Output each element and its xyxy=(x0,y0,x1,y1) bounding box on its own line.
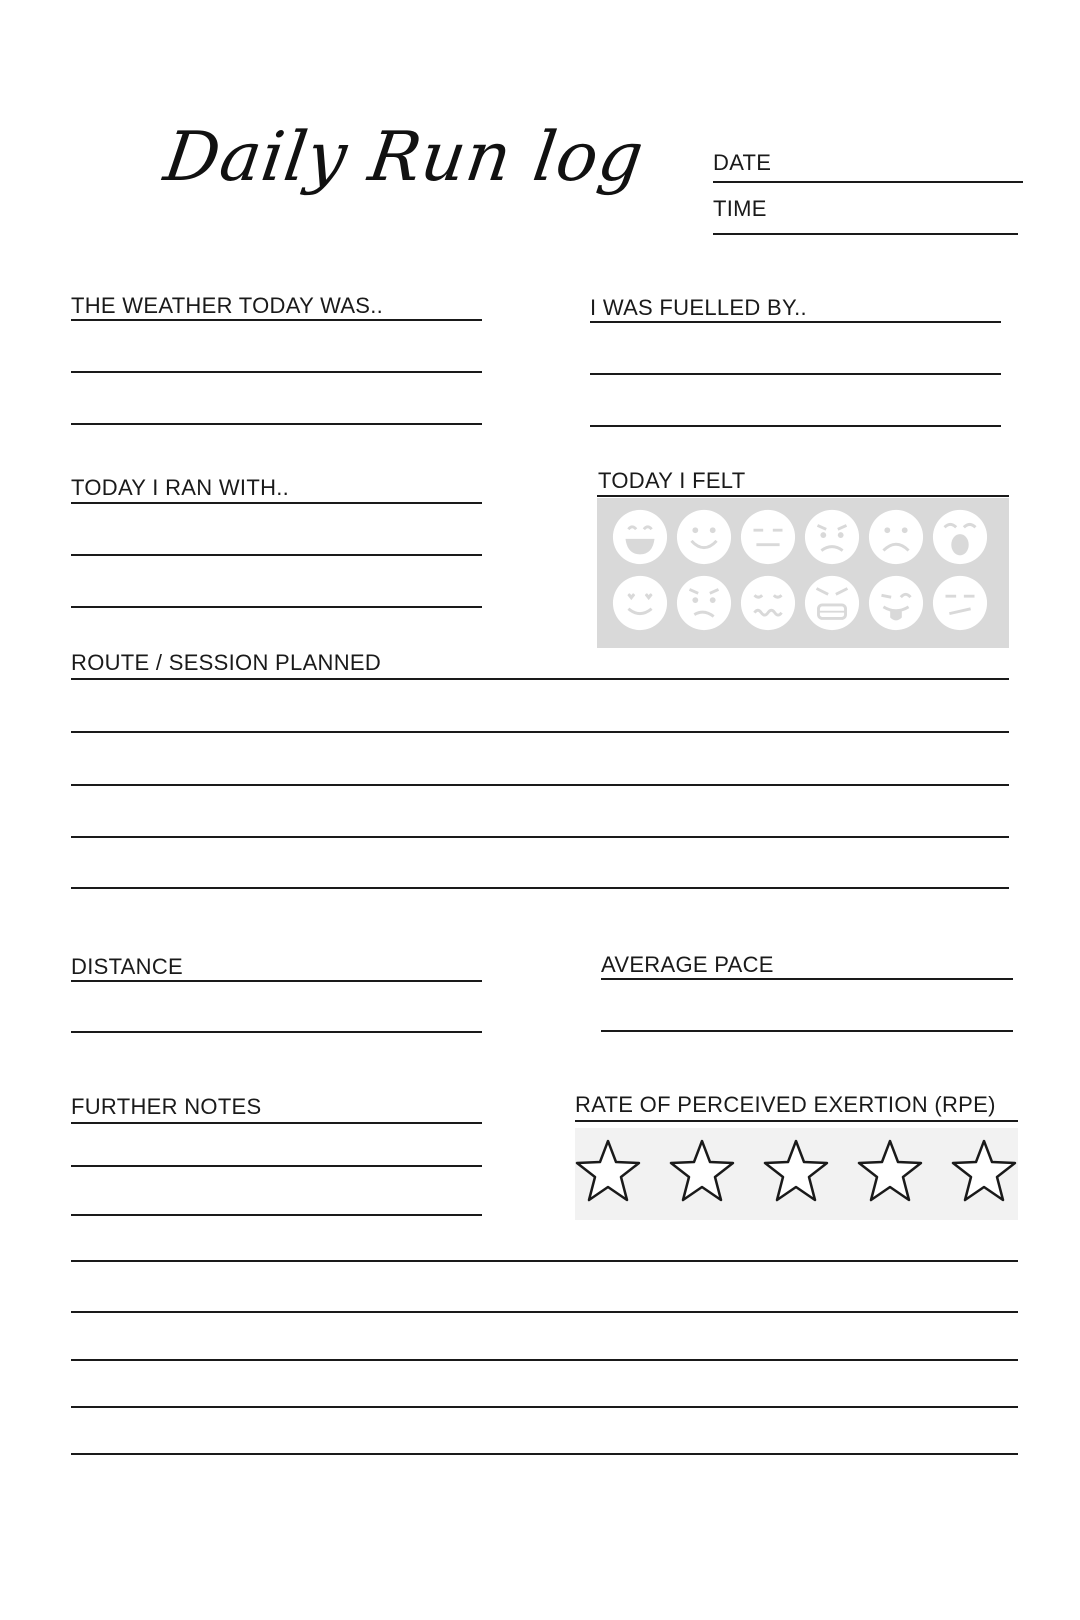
smiling-face-icon[interactable] xyxy=(675,508,733,566)
wavy-face-icon[interactable] xyxy=(739,574,797,632)
notes-line[interactable] xyxy=(71,1260,1018,1262)
route-line[interactable] xyxy=(71,836,1009,838)
fuelled-line[interactable] xyxy=(590,425,1001,427)
laughing-face-icon[interactable] xyxy=(611,508,669,566)
unimpressed-face-icon[interactable] xyxy=(931,574,989,632)
route-line[interactable] xyxy=(71,678,1009,680)
worried-face-icon[interactable] xyxy=(803,508,861,566)
weather-line[interactable] xyxy=(71,319,482,321)
notes-line[interactable] xyxy=(71,1165,482,1167)
notes-line[interactable] xyxy=(71,1359,1018,1361)
distance-line[interactable] xyxy=(71,980,482,982)
pace-label: AVERAGE PACE xyxy=(601,952,774,977)
angry-face-icon[interactable] xyxy=(803,574,861,632)
star-icon[interactable] xyxy=(669,1138,735,1204)
felt-line xyxy=(597,495,1009,497)
sad-face-icon[interactable] xyxy=(867,508,925,566)
star-icon[interactable] xyxy=(575,1138,641,1204)
distance-label: DISTANCE xyxy=(71,954,184,979)
route-line[interactable] xyxy=(71,887,1009,889)
star-icon[interactable] xyxy=(951,1138,1017,1204)
ran-with-label: TODAY I RAN WITH.. xyxy=(71,475,290,500)
felt-label: TODAY I FELT xyxy=(598,468,746,493)
rpe-line xyxy=(575,1120,1018,1122)
loving-face-icon[interactable] xyxy=(611,574,669,632)
rpe-star-panel xyxy=(575,1128,1018,1220)
notes-line[interactable] xyxy=(71,1214,482,1216)
notes-line[interactable] xyxy=(71,1122,482,1124)
route-line[interactable] xyxy=(71,784,1009,786)
page-title: Daily Run log xyxy=(159,118,649,197)
ran-with-line[interactable] xyxy=(71,606,482,608)
distance-line[interactable] xyxy=(71,1031,482,1033)
date-field-line[interactable] xyxy=(713,181,1023,183)
route-line[interactable] xyxy=(71,731,1009,733)
notes-line[interactable] xyxy=(71,1406,1018,1408)
neutral-face-icon[interactable] xyxy=(739,508,797,566)
weather-line[interactable] xyxy=(71,371,482,373)
rpe-label: RATE OF PERCEIVED EXERTION (RPE) xyxy=(575,1092,996,1117)
confused-face-icon[interactable] xyxy=(675,574,733,632)
mood-panel xyxy=(597,498,1009,648)
silly-face-icon[interactable] xyxy=(867,574,925,632)
fuelled-label: I WAS FUELLED BY.. xyxy=(590,295,807,320)
shocked-face-icon[interactable] xyxy=(931,508,989,566)
fuelled-line[interactable] xyxy=(590,321,1001,323)
ran-with-line[interactable] xyxy=(71,554,482,556)
star-icon[interactable] xyxy=(763,1138,829,1204)
date-label: DATE xyxy=(713,150,772,175)
ran-with-line[interactable] xyxy=(71,502,482,504)
weather-label: THE WEATHER TODAY WAS.. xyxy=(71,293,384,318)
time-label: TIME xyxy=(713,196,767,221)
star-icon[interactable] xyxy=(857,1138,923,1204)
notes-line[interactable] xyxy=(71,1453,1018,1455)
pace-line[interactable] xyxy=(601,1030,1013,1032)
weather-line[interactable] xyxy=(71,423,482,425)
notes-label: FURTHER NOTES xyxy=(71,1094,262,1119)
fuelled-line[interactable] xyxy=(590,373,1001,375)
time-field-line[interactable] xyxy=(713,233,1018,235)
notes-line[interactable] xyxy=(71,1311,1018,1313)
route-label: ROUTE / SESSION PLANNED xyxy=(71,650,382,675)
pace-line[interactable] xyxy=(601,978,1013,980)
